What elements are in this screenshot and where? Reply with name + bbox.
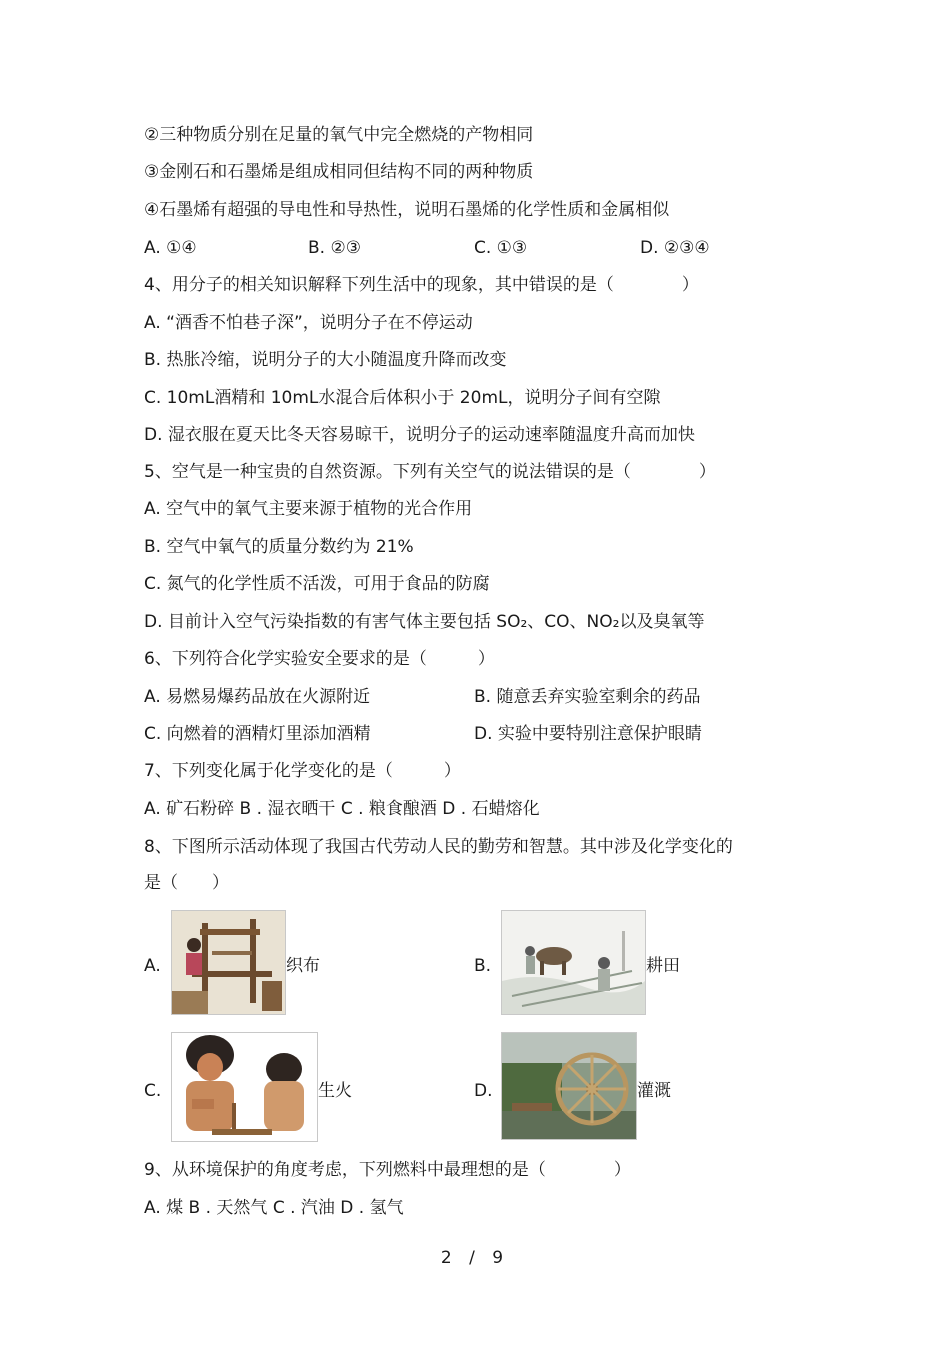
q4-option-b: B. 热胀冷缩，说明分子的大小随温度升降而改变 [144, 350, 507, 370]
q8-option-d-letter: D. [474, 1081, 493, 1101]
q8-stem-line2: 是（ ） [144, 873, 229, 893]
q5-option-d: D. 目前计入空气污染指数的有害气体主要包括 SO₂、CO、NO₂以及臭氧等 [144, 612, 705, 632]
q8-option-a-text: 织布 [286, 956, 320, 976]
q5-option-b: B. 空气中氧气的质量分数约为 21% [144, 537, 414, 557]
q9-stem: 9、从环境保护的角度考虑，下列燃料中最理想的是（ ） [144, 1160, 631, 1180]
q9-options: A. 煤 B . 天然气 C . 汽油 D . 氢气 [144, 1198, 404, 1218]
q4-stem: 4、用分子的相关知识解释下列生活中的现象，其中错误的是（ ） [144, 275, 699, 295]
q6-option-d: D. 实验中要特别注意保护眼睛 [474, 724, 702, 744]
q3-option-b: B. ②③ [308, 238, 361, 258]
q5-stem: 5、空气是一种宝贵的自然资源。下列有关空气的说法错误的是（ ） [144, 462, 716, 482]
q4-option-d: D. 湿衣服在夏天比冬天容易晾干，说明分子的运动速率随温度升高而加快 [144, 425, 695, 445]
q8-option-d-text: 灌溉 [637, 1081, 671, 1101]
irrigation-image [501, 1032, 637, 1140]
q7-options: A. 矿石粉碎 B . 湿衣晒干 C . 粮食酿酒 D . 石蜡熔化 [144, 799, 540, 819]
q3-option-d: D. ②③④ [640, 238, 710, 258]
q8-option-a-letter: A. [144, 956, 161, 976]
plowing-image [501, 910, 646, 1015]
statement-4: ④石墨烯有超强的导电性和导热性，说明石墨烯的化学性质和金属相似 [144, 200, 670, 220]
q7-stem: 7、下列变化属于化学变化的是（ ） [144, 761, 461, 781]
q8-stem-line1: 8、下图所示活动体现了我国古代劳动人民的勤劳和智慧。其中涉及化学变化的 [144, 837, 733, 857]
q8-option-c-text: 生火 [318, 1081, 352, 1101]
q3-option-a: A. ①④ [144, 238, 197, 258]
q6-option-b: B. 随意丢弃实验室剩余的药品 [474, 687, 701, 707]
q6-stem: 6、下列符合化学实验安全要求的是（ ） [144, 649, 495, 669]
q5-option-c: C. 氮气的化学性质不活泼，可用于食品的防腐 [144, 574, 490, 594]
q6-option-c: C. 向燃着的酒精灯里添加酒精 [144, 724, 371, 744]
statement-3: ③金刚石和石墨烯是组成相同但结构不同的两种物质 [144, 162, 534, 182]
q3-option-c: C. ①③ [474, 238, 528, 258]
q8-option-b-text: 耕田 [646, 956, 680, 976]
q6-option-a: A. 易燃易爆药品放在火源附近 [144, 687, 371, 707]
weaving-image [171, 910, 286, 1015]
fire-making-image [171, 1032, 318, 1142]
q8-option-c-letter: C. [144, 1081, 162, 1101]
page-number: 2 / 9 [440, 1248, 510, 1268]
q5-option-a: A. 空气中的氧气主要来源于植物的光合作用 [144, 499, 473, 519]
statement-2: ②三种物质分别在足量的氧气中完全燃烧的产物相同 [144, 125, 534, 145]
q8-option-b-letter: B. [474, 956, 492, 976]
q4-option-a: A. “酒香不怕巷子深”，说明分子在不停运动 [144, 313, 473, 333]
q4-option-c: C. 10mL酒精和 10mL水混合后体积小于 20mL，说明分子间有空隙 [144, 388, 661, 408]
